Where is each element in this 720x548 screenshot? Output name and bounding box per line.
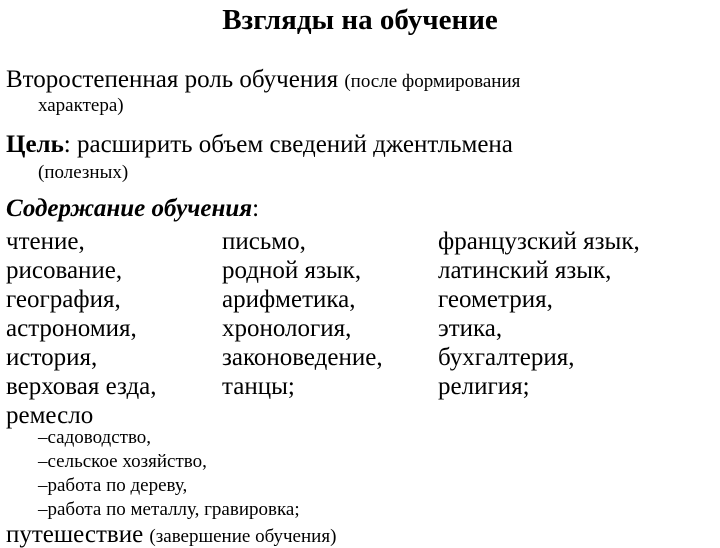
- goal-term: Цель: [6, 131, 64, 158]
- secondary-role-text: Второстепенная роль обучения: [6, 66, 345, 93]
- content-heading: [6, 196, 259, 221]
- subject-item: история,: [6, 344, 98, 371]
- page-title: Взгляды на обучение: [222, 4, 498, 36]
- subject-item: чтение,: [6, 228, 85, 255]
- subject-item: родной язык,: [222, 257, 362, 284]
- travel-text: путешествие: [6, 521, 150, 548]
- subject-item: религия;: [438, 373, 530, 400]
- subject-item: арифметика,: [222, 286, 356, 313]
- content-colon: :: [252, 195, 260, 222]
- craft-item: –садоводство,: [38, 427, 152, 448]
- subject-item: бухгалтерия,: [438, 344, 575, 371]
- secondary-role-note-continued: характера): [38, 95, 124, 116]
- goal-text: : расширить объем сведений джентльмена: [63, 131, 513, 158]
- subject-item: верховая езда,: [6, 373, 157, 400]
- subject-item: геометрия,: [438, 286, 553, 313]
- secondary-role-line: [6, 67, 520, 92]
- craft-item: –сельское хозяйство,: [38, 451, 207, 472]
- subject-item: латинский язык,: [438, 257, 612, 284]
- craft-item: –работа по дереву,: [38, 475, 188, 496]
- goal-note: (полезных): [38, 162, 129, 183]
- secondary-role-note: (после формирования: [344, 71, 521, 92]
- subject-item: этика,: [438, 315, 503, 342]
- subject-item: танцы;: [222, 373, 295, 400]
- content-term: Содержание обучения: [6, 195, 253, 222]
- travel-note: (завершение обучения): [149, 526, 337, 547]
- travel-line: [6, 522, 336, 547]
- subject-item: законоведение,: [222, 344, 383, 371]
- goal-line: [6, 132, 513, 157]
- subject-item: астрономия,: [6, 315, 137, 342]
- subject-item: ремесло: [6, 402, 94, 429]
- subject-item: география,: [6, 286, 121, 313]
- craft-item: –работа по металлу, гравировка;: [38, 499, 300, 520]
- subject-item: французский язык,: [438, 228, 640, 255]
- subject-item: хронология,: [222, 315, 352, 342]
- subject-item: письмо,: [222, 228, 306, 255]
- subject-item: рисование,: [6, 257, 123, 284]
